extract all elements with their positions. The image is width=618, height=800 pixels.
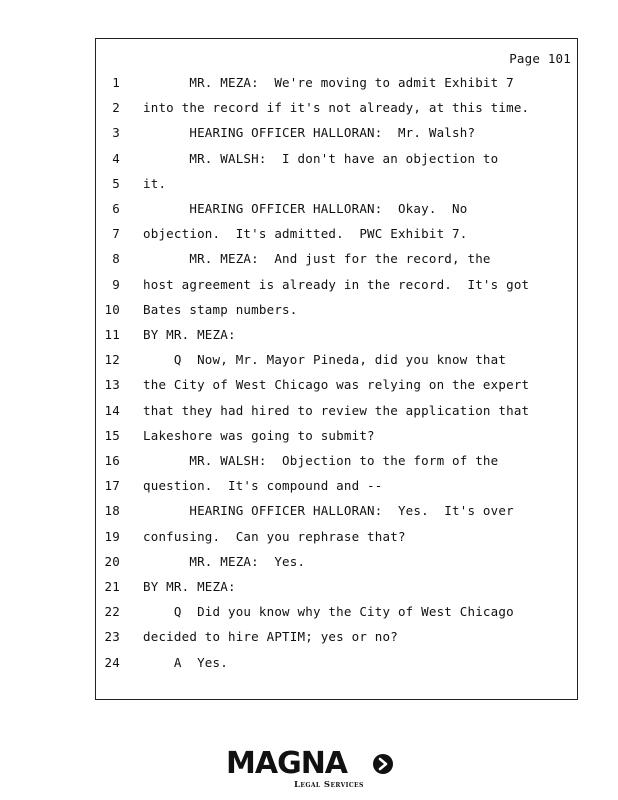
- line-number: 10: [104, 301, 120, 317]
- line-number: 9: [112, 276, 120, 292]
- line-number: 6: [112, 201, 120, 216]
- line-number: 5: [112, 175, 120, 191]
- line-number: 3: [112, 125, 120, 141]
- line-number: 11: [104, 327, 120, 342]
- line-number: 8: [112, 251, 120, 267]
- line-number: 2: [112, 100, 120, 116]
- line-text: Bates stamp numbers.: [143, 301, 298, 317]
- transcript-line: [96, 428, 577, 448]
- transcript-line: [96, 251, 577, 271]
- line-text: HEARING OFFICER HALLORAN: Okay. No: [143, 201, 468, 216]
- line-number: 13: [104, 377, 120, 393]
- transcript-line: [96, 478, 577, 498]
- transcript-line: [96, 201, 577, 221]
- line-text: question. It's compound and --: [143, 478, 383, 494]
- line-number: 21: [104, 579, 120, 594]
- arrow-circle-icon: [372, 753, 394, 775]
- line-text: decided to hire APTIM; yes or no?: [143, 629, 398, 645]
- line-number: 17: [104, 478, 120, 494]
- line-text: MR. MEZA: We're moving to admit Exhibit 7: [143, 75, 514, 90]
- line-number: 12: [104, 352, 120, 368]
- line-number: 24: [104, 654, 120, 670]
- line-text: MR. MEZA: And just for the record, the: [143, 251, 491, 267]
- transcript-line: [96, 403, 577, 423]
- transcript-line: [96, 176, 577, 196]
- line-number: 23: [104, 629, 120, 645]
- line-number: 19: [104, 528, 120, 544]
- line-number: 14: [104, 402, 120, 418]
- line-text: host agreement is already in the record. It's got: [143, 276, 530, 292]
- transcript-line: [96, 604, 577, 624]
- line-number: 4: [112, 150, 120, 166]
- line-number: 22: [104, 604, 120, 620]
- line-text: HEARING OFFICER HALLORAN: Mr. Walsh?: [143, 125, 476, 141]
- line-text: it.: [143, 175, 167, 191]
- transcript-line: [96, 453, 577, 473]
- line-text: objection. It's admitted. PWC Exhibit 7.: [143, 226, 468, 242]
- transcript-page: [95, 38, 578, 700]
- transcript-line: [96, 327, 577, 347]
- line-text: Q Did you know why the City of West Chicago: [143, 604, 514, 620]
- line-text: BY MR. MEZA:: [143, 579, 236, 594]
- transcript-line: [96, 503, 577, 523]
- line-text: HEARING OFFICER HALLORAN: Yes. It's over: [143, 503, 514, 519]
- line-text: MR. MEZA: Yes.: [143, 553, 306, 569]
- transcript-line: [96, 75, 577, 95]
- logo-wordmark: MAGNA: [226, 746, 348, 781]
- line-text: A Yes.: [143, 654, 228, 670]
- line-text: confusing. Can you rephrase that?: [143, 528, 406, 544]
- transcript-line: [96, 377, 577, 397]
- magna-logo: [226, 748, 396, 794]
- transcript-line: [96, 629, 577, 649]
- transcript-line: [96, 277, 577, 297]
- transcript-line: [96, 302, 577, 322]
- transcript-line: [96, 125, 577, 145]
- line-number: 15: [104, 427, 120, 443]
- line-number: 7: [112, 226, 120, 242]
- line-number: 1: [112, 75, 120, 90]
- transcript-line: [96, 579, 577, 599]
- line-text: into the record if it's not already, at this time.: [143, 100, 530, 116]
- line-text: MR. WALSH: I don't have an objection to: [143, 150, 499, 166]
- transcript-line: [96, 151, 577, 171]
- transcript-line: [96, 529, 577, 549]
- line-text: Q Now, Mr. Mayor Pineda, did you know that: [143, 352, 507, 368]
- transcript-line: [96, 226, 577, 246]
- line-text: Lakeshore was going to submit?: [143, 427, 375, 443]
- transcript-line: [96, 554, 577, 574]
- page-number: Page 101: [509, 51, 571, 66]
- line-number: 20: [104, 553, 120, 569]
- line-text: MR. WALSH: Objection to the form of the: [143, 453, 499, 468]
- line-number: 18: [104, 503, 120, 519]
- logo-tagline: Legal Services: [294, 780, 364, 790]
- transcript-line: [96, 655, 577, 675]
- transcript-line: [96, 352, 577, 372]
- line-text: that they had hired to review the application that: [143, 402, 530, 418]
- line-text: the City of West Chicago was relying on the expert: [143, 377, 530, 393]
- line-text: BY MR. MEZA:: [143, 327, 236, 342]
- line-number: 16: [104, 453, 120, 468]
- transcript-line: [96, 100, 577, 120]
